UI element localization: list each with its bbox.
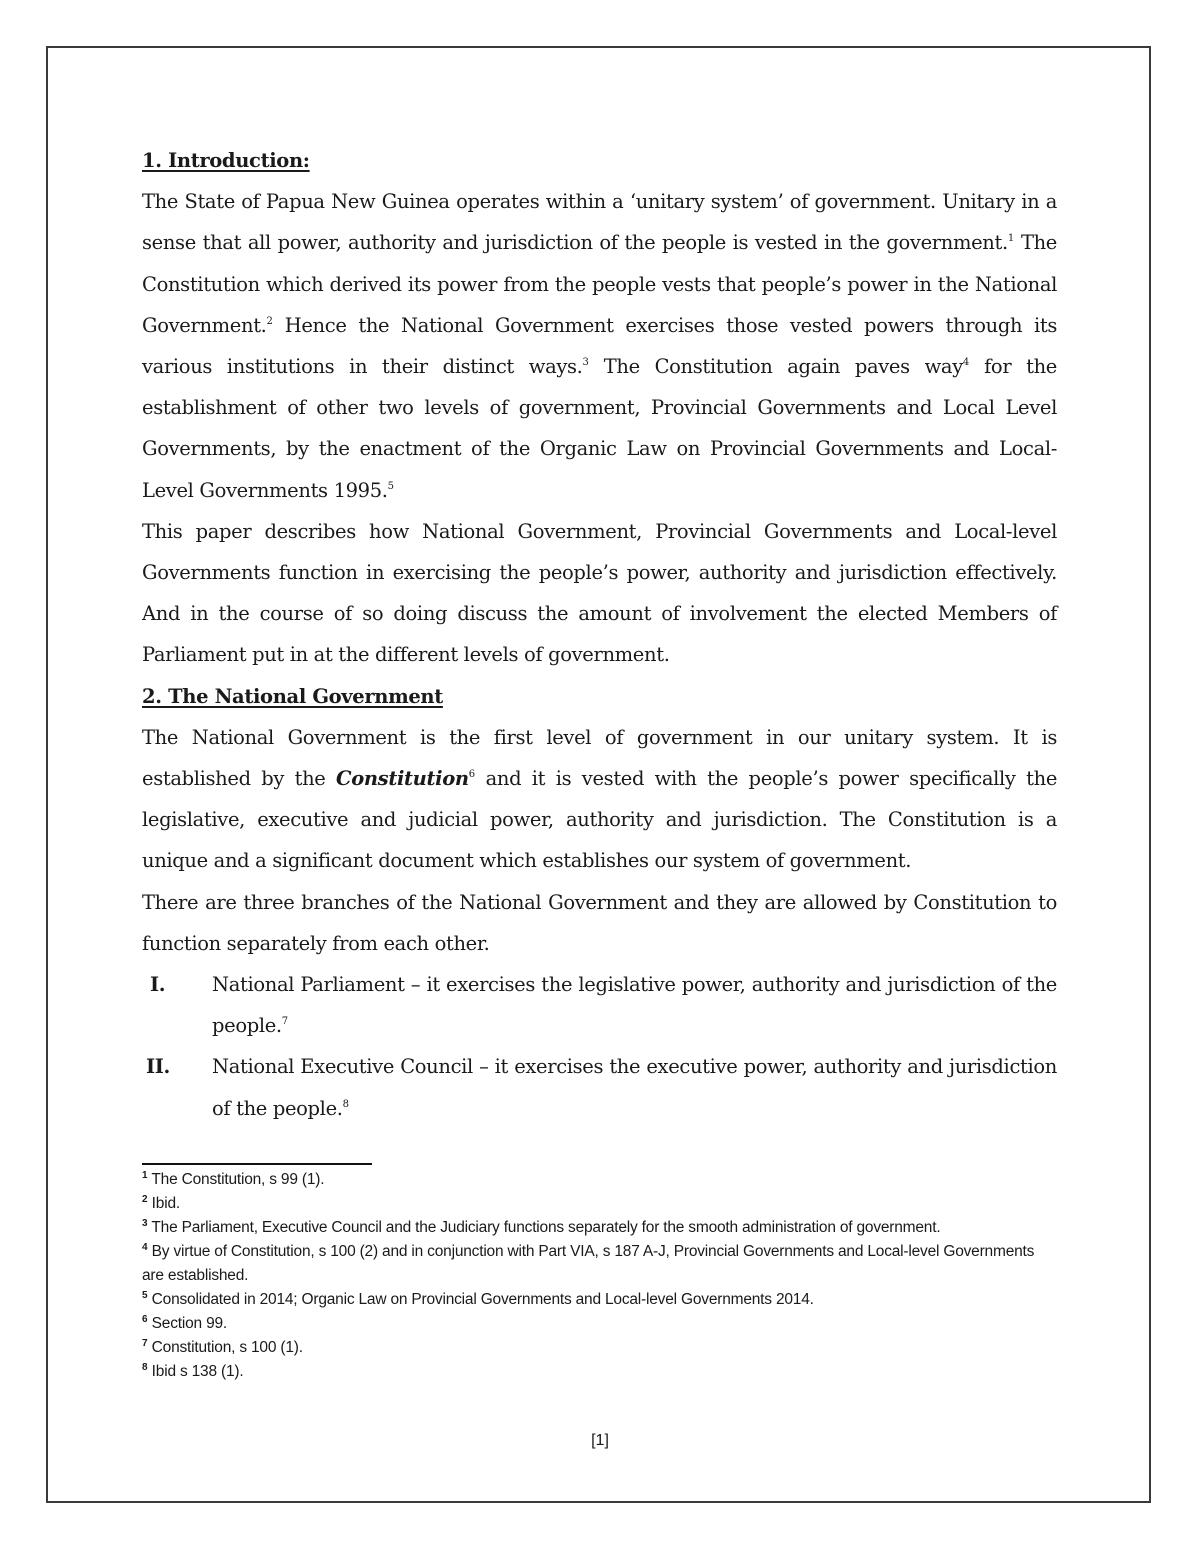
list-text <box>212 1046 1057 1128</box>
footnote-ref-7[interactable]: 7 <box>281 1016 289 1028</box>
footnote-separator <box>142 1163 372 1165</box>
footnote-ref-3[interactable]: 3 <box>582 357 589 369</box>
text-run: The State of Papua New Guinea operates within a ‘unitary system’ of government. Unitary in a sense that all power, authority and jurisdiction of the people is vested in the government. <box>142 190 1057 255</box>
text-run: The Constitution which derived its power from the people vests that people’s power in the National Government. <box>142 231 1058 337</box>
footnote-text: Ibid. <box>151 1195 180 1212</box>
footnote-ref-2[interactable]: 2 <box>266 315 273 327</box>
list-item <box>142 964 1057 1046</box>
footnote-ref-5[interactable]: 5 <box>387 480 395 492</box>
section-heading-introduction: 1. Introduction: <box>142 149 310 172</box>
text-run: The National Government is the first level of government in our unitary system. It is established by the <box>142 725 1057 791</box>
footnote-text: Section 99. <box>151 1315 228 1332</box>
footnote-ref-4[interactable]: 4 <box>962 357 970 369</box>
footnote <box>142 1288 1057 1312</box>
footnote <box>142 1360 1057 1384</box>
list-number: II. <box>146 1055 170 1079</box>
text-run: The Constitution again paves way <box>588 355 963 379</box>
branches-list <box>142 964 1057 1129</box>
footnote <box>142 1336 1057 1360</box>
footnote-ref-1[interactable]: 1 <box>1007 233 1015 245</box>
page-number: [1] <box>591 1432 609 1449</box>
list-item <box>142 1046 1057 1128</box>
footnote-number: 5 <box>142 1290 148 1301</box>
document-body <box>142 140 1057 1129</box>
footnote <box>142 1192 1057 1216</box>
footnote-text: Consolidated in 2014; Organic Law on Provincial Governments and Local-level Governments 2014. <box>151 1291 814 1308</box>
footnote <box>142 1312 1057 1336</box>
footnote-text: Ibid s 138 (1). <box>151 1363 244 1380</box>
text-run: for the establishment of other two levels of government, Provincial Governments and Local Level Governments, by the enactment of the Organic Law on Provincial Governments and Local-Level Governments 1995. <box>142 355 1057 502</box>
footnotes <box>142 1163 1057 1384</box>
footnote <box>142 1216 1057 1240</box>
footnote <box>142 1240 1057 1288</box>
text-run: National Parliament – it exercises the legislative power, authority and jurisdiction of the people. <box>212 973 1057 1038</box>
text-run: Hence the National Government exercises those vested powers through its various institutions in their distinct ways. <box>142 313 1057 379</box>
footnote-number: 8 <box>142 1362 148 1373</box>
text-run: National Executive Council – it exercises the executive power, authority and jurisdiction of the people. <box>212 1055 1057 1120</box>
footnote-number: 3 <box>142 1218 148 1229</box>
list-number: I. <box>150 973 166 997</box>
footnote-number: 7 <box>142 1338 148 1349</box>
footnote-ref-8[interactable]: 8 <box>342 1098 349 1110</box>
footnote-ref-6[interactable]: 6 <box>468 769 476 781</box>
national-government-paragraph-2: There are three branches of the National Government and they are allowed by Constitution to function separately from each other. <box>142 890 1057 955</box>
section-heading-national-government: 2. The National Government <box>142 684 443 708</box>
introduction-paragraph-2: This paper describes how National Government, Provincial Governments and Local-level Governments function in exercising the people’s power, authority and jurisdiction effectively. And in the course of so doing discuss the amount of involvement the elected Members of Parliament put in at the different levels of government. <box>142 519 1057 667</box>
footnote <box>142 1168 1057 1192</box>
footnote-text: The Constitution, s 99 (1). <box>151 1171 325 1188</box>
text-run: and it is vested with the people’s power specifically the legislative, executive and judicial power, authority and jurisdiction. The Constitution is a unique and a significant document which establishes our system of government. <box>142 767 1058 873</box>
footnote-number: 6 <box>142 1314 148 1325</box>
emphasis-constitution: Constitution <box>336 767 469 791</box>
footnote-text: The Parliament, Executive Council and the Judiciary functions separately for the smooth administration of government. <box>151 1219 941 1236</box>
footnote-number: 1 <box>142 1170 148 1181</box>
footnote-number: 4 <box>142 1242 148 1253</box>
national-government-paragraph-1 <box>142 717 1057 882</box>
introduction-paragraph-1 <box>142 181 1057 511</box>
footnote-number: 2 <box>142 1194 148 1205</box>
footnote-text: By virtue of Constitution, s 100 (2) and in conjunction with Part VIA, s 187 A-J, Provincial Governments and Local-level Governments are established. <box>142 1243 1035 1284</box>
footnote-text: Constitution, s 100 (1). <box>151 1339 303 1356</box>
list-text <box>212 964 1057 1046</box>
